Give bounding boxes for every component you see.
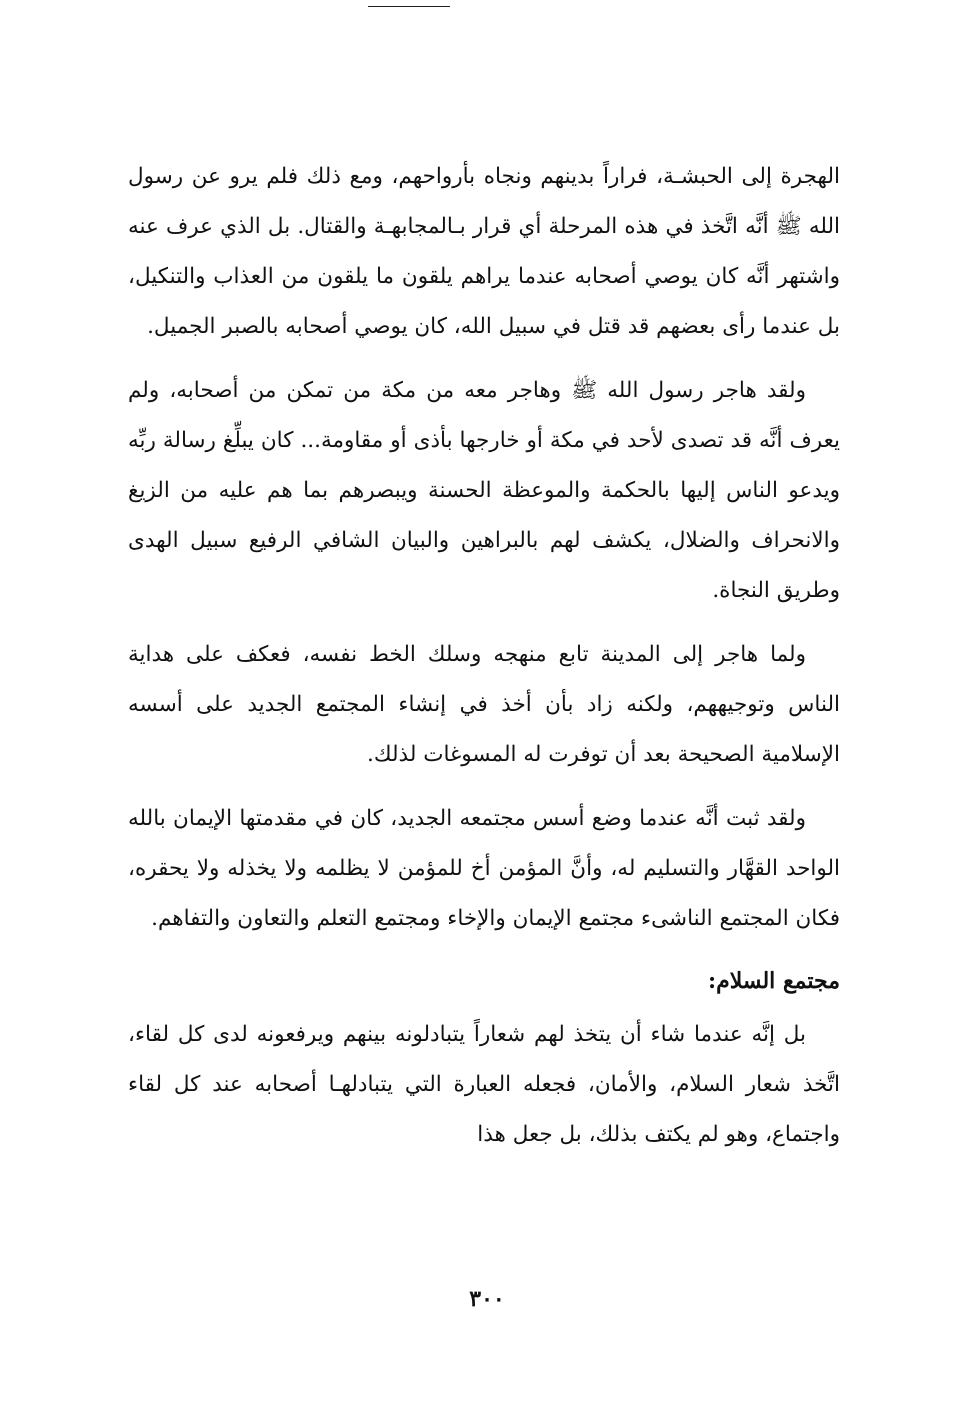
paragraph-2: ولقد هاجر رسول الله ﷺ وهاجر معه من مكة من تمكن من أصحابه، ولم يعرف أنَّه قد تصدى لأحد في مكة أو خارجها بأذى أو مقاومة... كان يبلِّغ رسالة ربِّه ويدعو الناس إليها بالحكمة والموعظة الحسنة ويبصرهم بما هم عليه من الزيغ والانحراف والضلال، يكشف لهم بالبراهين والبيان الشافي الرفيع سبيل الهدى وطريق النجاة. — [128, 378, 840, 603]
section-heading: مجتمع السلام: — [707, 968, 840, 994]
paragraph-4: ولقد ثبت أنَّه عندما وضع أسس مجتمعه الجديد، كان في مقدمتها الإيمان بالله الواحد القهَّار والتسليم له، وأنَّ المؤمن أخ للمؤمن لا يظلمه ولا يخذله ولا يحقره، فكان المجتمع الناشىء مجتمع الإيمان والإخاء ومجتمع التعلم والتعاون والتفاهم. — [128, 806, 841, 931]
page-body — [128, 152, 840, 1160]
page-number: ٣٠٠ — [469, 1286, 505, 1312]
paragraph-3: ولما هاجر إلى المدينة تابع منهجه وسلك الخط نفسه، فعكف على هداية الناس وتوجيههم، ولكنه زاد بأن أخذ في إنشاء المجتمع الجديد على أسسه الإسلامية الصحيحة بعد أن توفرت له المسوغات لذلك. — [128, 642, 840, 767]
paragraph-1: الهجرة إلى الحبشـة، فراراً بدينهم ونجاه بأرواحهم، ومع ذلك فلم يرو عن رسول الله ﷺ أنَّه اتَّخذ في هذه المرحلة أي قرار بـالمجابهـة والقتال. بل الذي عرف عنه واشتهر أنَّه كان يوصي أصحابه عندما يراهم يلقون ما يلقون من العذاب والتنكيل، بل عندما رأى بعضهم قد قتل في سبيل الله، كان يوصي أصحابه بالصبر الجميل. — [128, 164, 840, 339]
paragraph-5: بل إنَّه عندما شاء أن يتخذ لهم شعاراً يتبادلونه بينهم ويرفعونه لدى كل لقاء، اتَّخذ شعار السلام، والأمان، فجعله العبارة التي يتبادلهـا أصحابه عند كل لقاء واجتماع، وهو لم يكتف بذلك، بل جعل هذا — [128, 1022, 840, 1147]
top-rule — [368, 6, 450, 7]
